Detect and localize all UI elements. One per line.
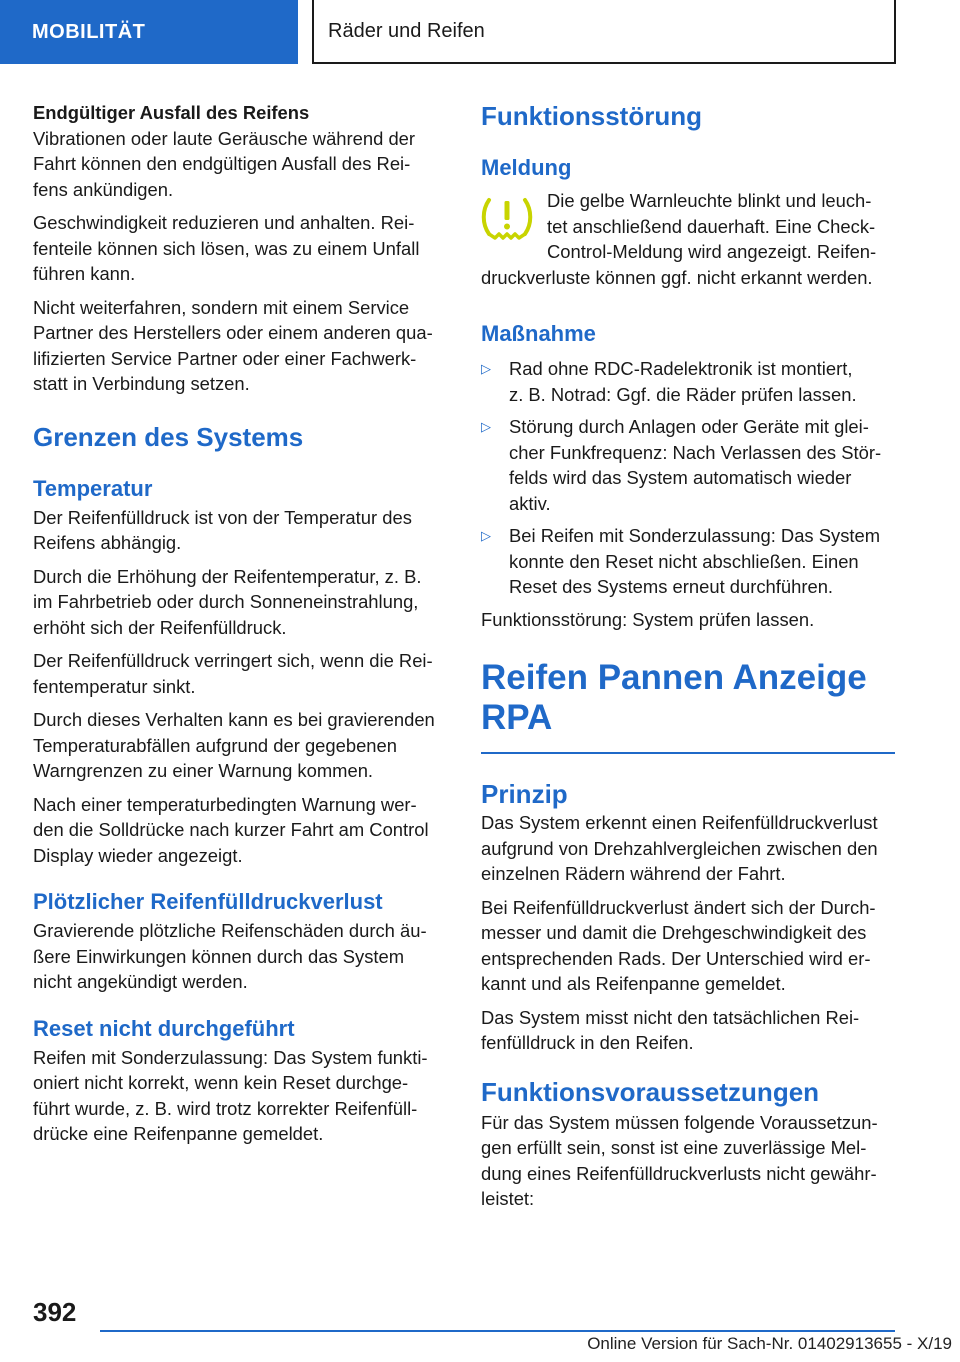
temp-paragraph-4: Durch dieses Verhalten kann es bei gravierenden Temperaturabfällen aufgrund der gegebenen Warngrenzen zu einer Warnung kommen. (33, 709, 435, 781)
meldung-line-3: Control-Meldung wird angezeigt. Reifen- (547, 241, 877, 262)
ausfall-paragraph-1: Vibrationen oder laute Geräusche während der Fahrt können den endgültigen Ausfall des Rei- fens ankündigen. (33, 127, 416, 200)
triangle-right-icon: ▷ (481, 528, 491, 543)
ploetzlich-paragraph: Gravierende plötzliche Reifenschäden durch äu- ßere Einwirkungen können durch das System nicht angekündigt werden. (33, 920, 427, 992)
ausfall-heading: Endgültiger Ausfall des Reifens (33, 102, 310, 123)
triangle-right-icon: ▷ (481, 361, 491, 376)
list-item-text: Störung durch Anlagen oder Geräte mit glei- cher Funkfrequenz: Nach Verlassen des Stör- felds wird das System automatisch wieder aktiv. (509, 416, 882, 514)
fv-paragraph: Für das System müssen folgende Voraussetzun- gen erfüllt sein, sonst ist eine zuverlässige Mel- dung eines Reifenfülldruckverlusts nicht gewähr- leistet: (481, 1111, 878, 1209)
meldung-paragraph (481, 188, 895, 290)
page-number: 392 (33, 1297, 77, 1327)
funktionsvoraussetzungen-heading: Funktionsvoraussetzungen (481, 1076, 820, 1107)
funktionsstoerung-heading: Funktionsstörung (481, 101, 702, 131)
ausfall-paragraph-3: Nicht weiterfahren, sondern mit einem Service Partner des Herstellers oder einem anderen qua- lifizierten Service Partner oder einer Fachwerk- statt in Verbindung setzen. (33, 296, 433, 394)
ausfall-paragraph-2: Geschwindigkeit reduzieren und anhalten. Rei- fenteile können sich lösen, was zu einem Unfall führen kann. (33, 212, 420, 284)
meldung-line-1: Die gelbe Warnleuchte blinkt und leuch- (547, 190, 872, 211)
prinzip-paragraph-3: Das System misst nicht den tatsächlichen Rei- fenfülldruck in den Reifen. (481, 1006, 860, 1053)
temp-paragraph-3: Der Reifenfülldruck verringert sich, wenn die Rei- fentemperatur sinkt. (33, 650, 433, 697)
online-version-link[interactable]: Online Version für Sach-Nr. 01402913655 - X/19 (587, 1334, 952, 1353)
prinzip-paragraph-2: Bei Reifenfülldruckverlust ändert sich der Durch- messer und damit die Drehgeschwindigkeit des entsprechenden Rads. Der Unterschied wird er- kannt und als Reifenpanne gemeldet. (481, 896, 876, 994)
meldung-heading: Meldung (481, 155, 572, 180)
prinzip-paragraph-1: Das System erkennt einen Reifenfülldruckverlust aufgrund von Drehzahlvergleichen zwischen den einzelnen Rädern während der Fahrt. (481, 812, 878, 884)
section-title: Räder und Reifen (312, 0, 896, 64)
list-item-text: Bei Reifen mit Sonderzulassung: Das System konnte den Reset nicht abschließen. Einen Reset des Systems erneut durchführen. (509, 525, 881, 597)
temp-paragraph-2: Durch die Erhöhung der Reifentemperatur, z. B. im Fahrbetrieb oder durch Sonneneinstrahlung, erhöht sich der Reifenfülldruck. (33, 565, 422, 638)
meldung-block (481, 188, 895, 290)
temp-paragraph-5: Nach einer temperaturbedingten Warnung wer- den die Solldrücke nach kurzer Fahrt am Control Display wieder angezeigt. (33, 793, 429, 866)
list-item (481, 523, 895, 600)
massnahme-list (481, 356, 895, 600)
tire-pressure-warning-icon (481, 194, 533, 244)
temp-paragraph-1: Der Reifenfülldruck ist von der Temperatur des Reifens abhängig. (33, 506, 412, 553)
right-column (481, 100, 895, 1220)
rpa-divider (481, 752, 895, 754)
footer-divider (100, 1330, 895, 1332)
triangle-right-icon: ▷ (481, 419, 491, 434)
list-item (481, 414, 895, 516)
funktionsstoerung-paragraph: Funktionsstörung: System prüfen lassen. (481, 608, 815, 630)
grenzen-heading: Grenzen des Systems (33, 421, 304, 452)
ploetzlich-heading: Plötzlicher Reifenfülldruckverlust (33, 889, 383, 914)
list-item (481, 356, 895, 407)
temperatur-heading: Temperatur (33, 475, 153, 501)
prinzip-heading: Prinzip (481, 779, 568, 809)
meldung-line-4: druckverluste können ggf. nicht erkannt werden. (481, 266, 873, 288)
chapter-tab: MOBILITÄT (0, 0, 298, 64)
reset-paragraph: Reifen mit Sonderzulassung: Das System funkti- oniert nicht korrekt, wenn kein Reset durchge- führt wurde, z. B. wird trotz korrekter Reifenfüll- drücke eine Reifenpanne gemeldet. (33, 1046, 428, 1144)
reset-heading: Reset nicht durchgeführt (33, 1015, 295, 1041)
massnahme-heading: Maßnahme (481, 321, 596, 346)
list-item-text: Rad ohne RDC-Radelektronik ist montiert, z. B. Notrad: Ggf. die Räder prüfen lassen. (509, 358, 857, 405)
left-column (33, 100, 449, 1155)
rpa-heading: Reifen Pannen Anzeige RPA (481, 658, 867, 737)
meldung-line-2: tet anschließend dauerhaft. Eine Check- (547, 215, 876, 237)
